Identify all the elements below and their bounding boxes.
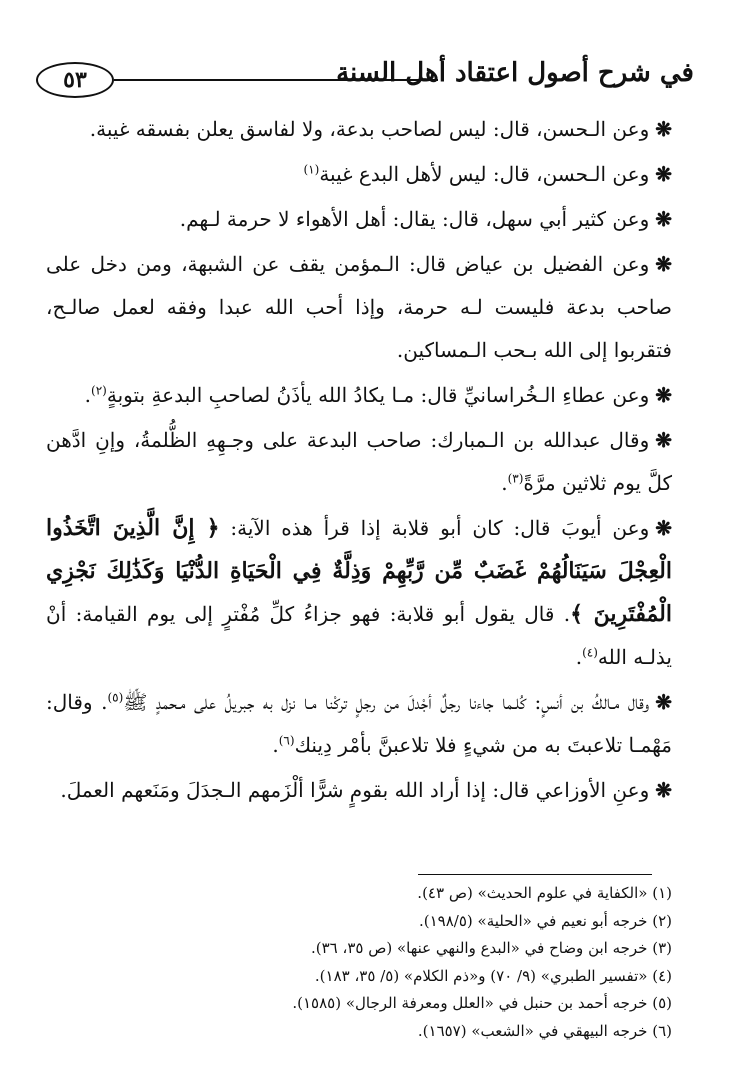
paragraph-text: وعن الـحسن، قال: ليس لأهل البدع غيبة — [319, 162, 650, 186]
paragraph — [46, 108, 672, 151]
paragraph-text: وعن الفضيل بن عياض قال: الـمؤمن يقف عن الشبهة، ومن دخل على صاحب بدعة فليست لـه حرمة، وإذا أحب الله عبدا وفقه لعمل صالـح، فتقربوا إلى الله بـحب الـمساكين. — [46, 252, 672, 362]
paragraph-tail: . — [575, 645, 583, 669]
bullet-star-icon: ❋ — [655, 117, 672, 141]
paragraph-tail: . — [272, 733, 279, 757]
paragraph-text: . وقال: مَهْمـا تلاعبتَ به من شيءٍ فلا تلاعبنَّ بأمْر دِينك — [46, 690, 672, 757]
paragraph — [46, 198, 672, 241]
bullet-star-icon: ❋ — [655, 383, 672, 407]
page-header — [18, 56, 694, 102]
paragraph — [46, 507, 672, 679]
footnote: (٦) خرجه البيهقي في «الشعب» (١٦٥٧). — [417, 1021, 672, 1040]
paragraph-text: وقال عبدالله بن الـمبارك: صاحب البدعة على وجـهِهِ الظُّلمةُ، وإنِ ادَّهن كلَّ يوم ثلاثين مرَّةً — [46, 428, 672, 495]
paragraph-text: وعن كثير أبي سهل، قال: يقال: أهل الأهواء لا حرمة لـهم. — [179, 207, 650, 231]
paragraph-text: . قال يقول أبو قلابة: فهو جزاءُ كلِّ مُفْترٍ إلى يوم القيامة: أنْ يذلـه الله — [46, 602, 672, 669]
bullet-star-icon: ❋ — [655, 690, 673, 714]
quran-verse: ﴿ إِنَّ الَّذِينَ اتَّخَذُوا الْعِجْلَ سَيَنَالُهُمْ غَضَبٌ مِّن رَّبِّهِمْ وَذِلَّةٌ فِي الْحَيَاةِ الدُّنْيَا وَكَذَٰلِكَ نَجْزِي الْمُفْتَرِينَ ﴾ — [46, 515, 672, 627]
body-text — [46, 108, 672, 814]
footnote: (٥) خرجه أحمد بن حنبل في «العلل ومعرفة الرجال» (١٥٨٥). — [292, 994, 672, 1012]
footnote-ref: (٦) — [278, 733, 295, 748]
paragraph-text: وقال مـالكُ بن أنسٍ: كُلـما جاءنا رجلٌ أجْدلَ من رجلٍ تركْنا مـا نزل به جبريلُ على مـحمدٍ ﷺ — [123, 690, 650, 714]
bullet-star-icon: ❋ — [655, 252, 672, 276]
running-title: في شرح أصول اعتقاد أهل السنة — [336, 58, 694, 88]
paragraph — [46, 243, 672, 372]
paragraph — [46, 419, 672, 505]
paragraph-text: وعن أيوبَ قال: كان أبو قلابة إذا قرأ هذه الآية: — [230, 516, 650, 540]
page-number: ٥٣ — [36, 62, 114, 98]
footnote: (١) «الكفاية في علوم الحديث» (ص ٤٣). — [417, 884, 672, 902]
bullet-star-icon: ❋ — [655, 516, 673, 540]
footnote-ref: (٣) — [507, 471, 524, 486]
footnote: (٣) خرجه ابن وضاح في «البدع والنهي عنها» (ص ٣٥، ٣٦). — [310, 939, 672, 957]
footnote: (٤) «تفسير الطبري» (٩/ ٧٠) و«ذم الكلام» (٥/ ٣٥، ١٨٣). — [314, 966, 672, 985]
paragraph — [46, 769, 672, 812]
footnote-ref: (١) — [303, 162, 320, 177]
paragraph-text: وعنِ الأوزاعي قال: إذا أراد الله بقومٍ شرًّا ألْزَمهم الـجدَلَ ومَنَعهم العملَ. — [60, 778, 650, 802]
footnote: (٢) خرجه أبو نعيم في «الحلية» (١٩٨/٥). — [419, 911, 672, 930]
footnote-ref: (٤) — [582, 645, 598, 660]
bullet-star-icon: ❋ — [655, 778, 672, 802]
bullet-star-icon: ❋ — [655, 207, 672, 231]
paragraph-tail: . — [501, 471, 508, 495]
bullet-star-icon: ❋ — [655, 162, 672, 186]
paragraph-tail: . — [84, 383, 92, 407]
paragraph — [46, 153, 672, 196]
paragraph-text: وعن عطاءِ الـخُراسانيِّ قال: مـا يكادُ الله يأذَنُ لصاحبِ البدعةِ بتوبةٍ — [106, 383, 650, 407]
bullet-star-icon: ❋ — [655, 428, 672, 452]
footnotes — [200, 880, 672, 1045]
footnote-separator — [418, 874, 652, 875]
footnote-ref: (٢) — [91, 383, 107, 398]
paragraph — [46, 681, 672, 767]
footnote-ref: (٥) — [107, 690, 124, 705]
paragraph — [46, 374, 672, 417]
paragraph-text: وعن الـحسن، قال: ليس لصاحب بدعة، ولا لفاسق يعلن بفسقه غيبة. — [89, 117, 650, 141]
